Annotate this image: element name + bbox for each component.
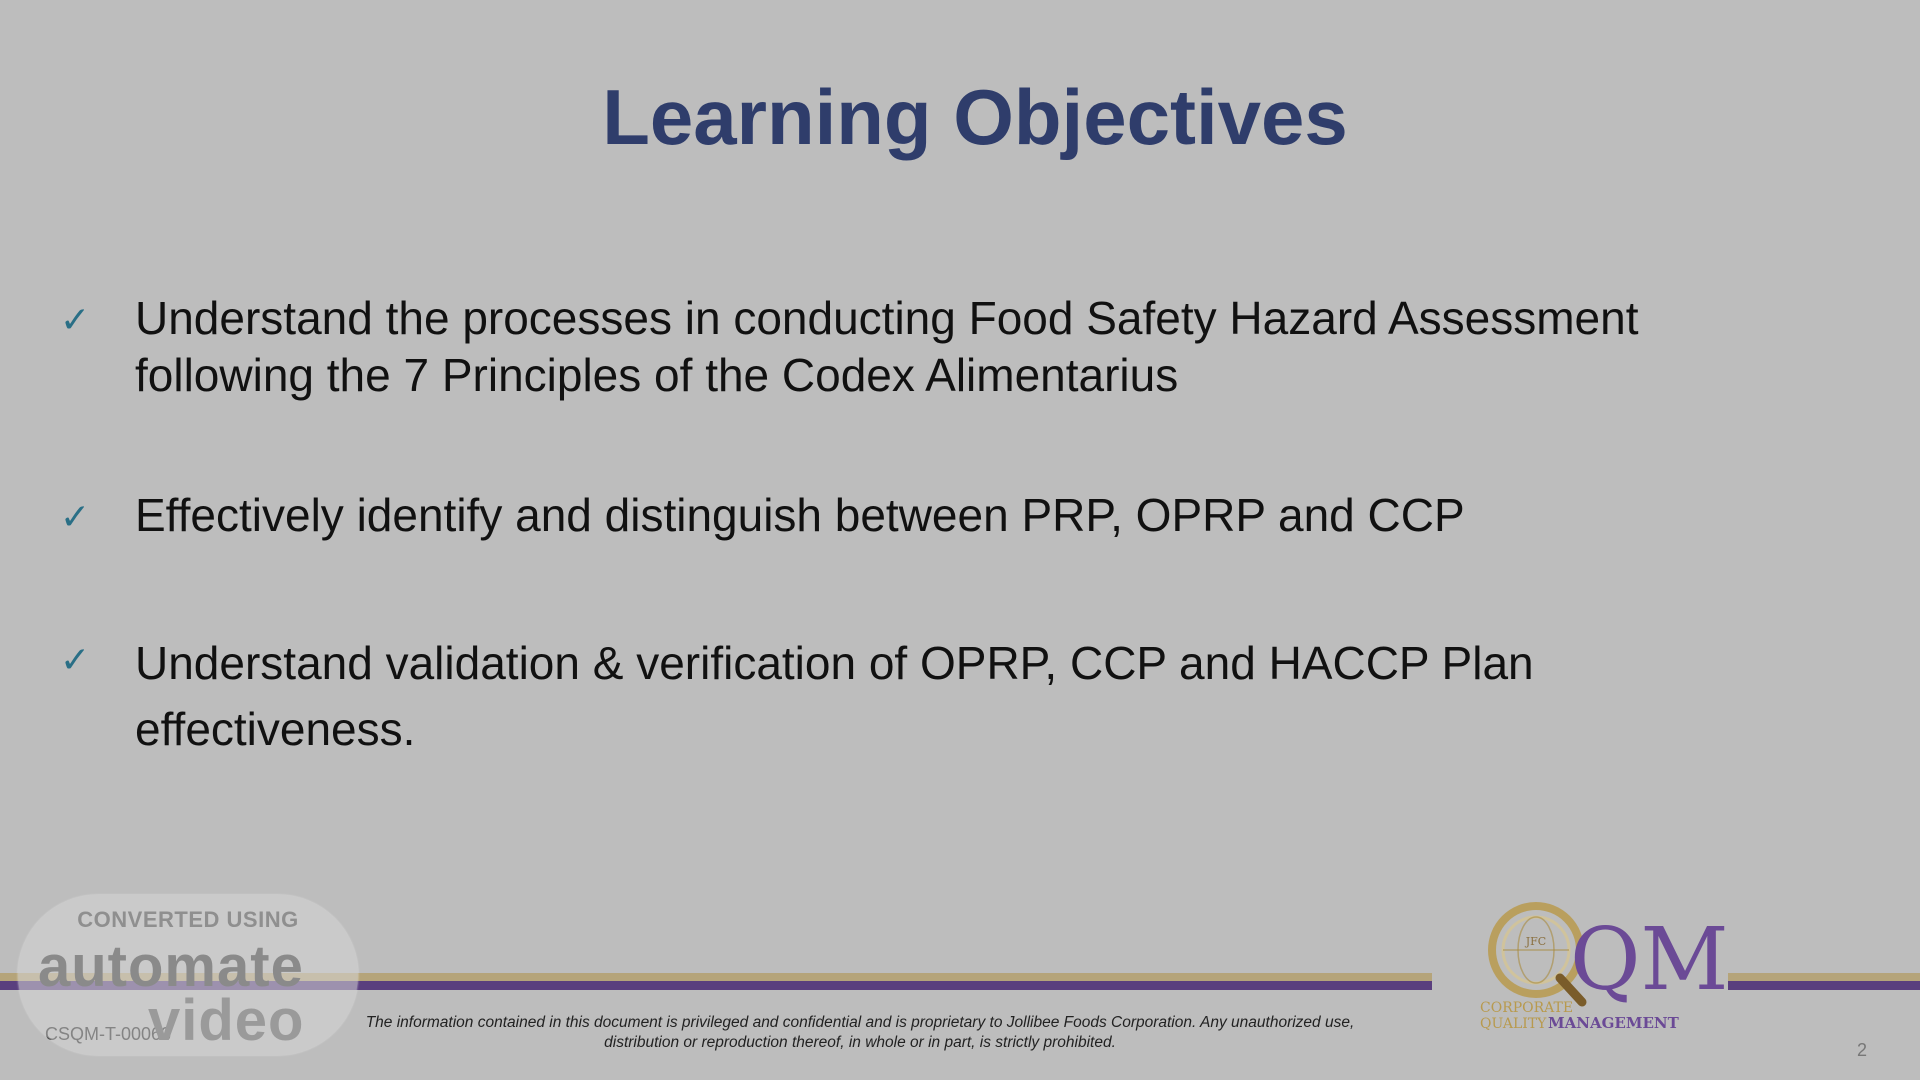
check-icon: ✓	[60, 300, 91, 341]
objective-text: Understand the processes in conducting Food Safety Hazard Assessment following the 7 Principles of the Codex Alimentarius	[135, 292, 1639, 401]
check-icon: ✓	[60, 640, 91, 681]
logo-letters: QM	[1570, 910, 1729, 1010]
logo-line1: CORPORATE	[1480, 1000, 1574, 1016]
footer-divider-right	[1728, 973, 1920, 993]
objective-text: Understand validation & verification of OPRP, CCP and HACCP Plan effectiveness.	[135, 637, 1534, 755]
disclaimer-line-2: distribution or reproduction thereof, in whole or in part, is strictly prohibited.	[604, 1034, 1116, 1051]
objective-item	[60, 290, 1815, 404]
qm-logo	[1478, 892, 1729, 1037]
page-number: 2	[1857, 1040, 1868, 1060]
converter-watermark	[18, 895, 358, 1055]
logo-small-text: JFC	[1525, 935, 1547, 948]
objective-text: Effectively identify and distinguish between PRP, OPRP and CCP	[135, 489, 1465, 541]
objective-item	[60, 487, 1815, 544]
watermark-line-3: video	[148, 988, 305, 1053]
watermark-line-1: CONVERTED USING	[77, 907, 299, 932]
check-icon: ✓	[60, 497, 91, 538]
watermark-line-2: automate	[38, 934, 304, 999]
confidentiality-disclaimer	[330, 1013, 1390, 1053]
disclaimer-line-1: The information contained in this document is privileged and confidential and is proprietary to Jollibee Foods Corporation. Any unauthorized use,	[365, 1014, 1355, 1031]
objective-item	[60, 630, 1815, 762]
logo-line2a: QUALITY	[1480, 1016, 1547, 1032]
logo-line2b: MANAGEMENT	[1548, 1014, 1679, 1032]
slide-title: Learning Objectives	[602, 73, 1348, 161]
